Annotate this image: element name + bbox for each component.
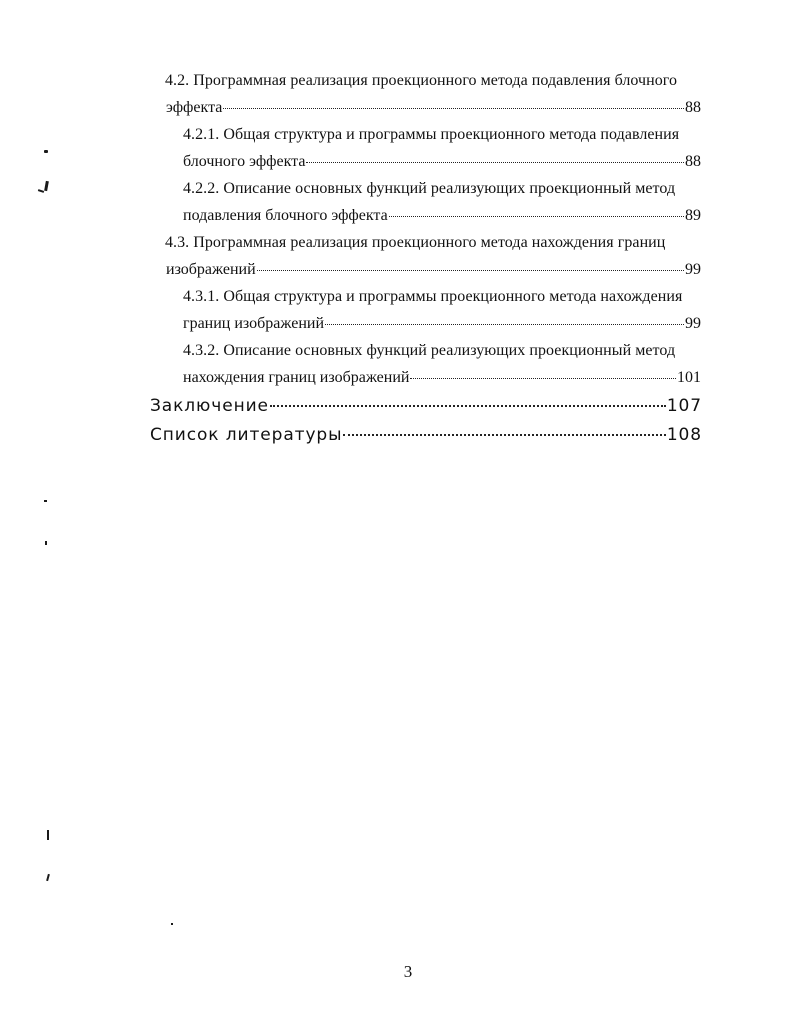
scan-artifact-mark (171, 923, 173, 925)
toc-entry-bibliography-page: 108 (666, 426, 702, 445)
page-number: 3 (403, 962, 413, 981)
toc-entry-4-2-1-page: 88 (685, 153, 701, 170)
scan-artifact-mark (45, 541, 47, 545)
toc-entry-4-2-1-continuation: блочного эффекта (183, 153, 306, 170)
toc-entry-4-2-2-continuation: подавления блочного эффекта (183, 207, 388, 224)
toc-entry-4-3-1-continuation: границ изображений (183, 315, 325, 332)
toc-entry-4-2-2 (183, 207, 701, 225)
dot-leader (257, 270, 684, 271)
toc-entry-4-3-1-page: 99 (685, 315, 701, 332)
toc-entry-4-2-1 (183, 153, 701, 171)
toc-entry-4-3-2 (183, 369, 701, 387)
scan-artifact-mark (47, 830, 49, 840)
toc-entry-conclusion (150, 397, 702, 416)
toc-entry-4-3-continuation: изображений (166, 261, 256, 278)
toc-entry-conclusion-title: Заключение (150, 397, 269, 416)
dot-leader (306, 162, 684, 163)
toc-entry-4-3-page: 99 (685, 261, 701, 278)
toc-entry-bibliography (150, 426, 702, 445)
toc-entry-4-3-2-title: 4.3.2. Описание основных функций реализующих проекционный метод (183, 342, 676, 359)
toc-entry-4-2-2-title: 4.2.2. Описание основных функций реализующих проекционный метод (183, 180, 676, 197)
scan-artifact-mark (44, 150, 48, 153)
toc-entry-bibliography-title: Список литературы (150, 426, 343, 445)
dot-leader (343, 434, 665, 436)
toc-entry-4-2-1-title: 4.2.1. Общая структура и программы проекционного метода подавления (183, 126, 680, 143)
toc-entry-4-2-2-page: 89 (685, 207, 701, 224)
dot-leader (325, 324, 684, 325)
toc-entry-4-3-1 (183, 315, 701, 333)
toc-entry-4-3-1-title: 4.3.1. Общая структура и программы проекционного метода нахождения (183, 288, 683, 305)
toc-entry-4-2-title: 4.2. Программная реализация проекционного метода подавления блочного (165, 72, 678, 89)
toc-entry-4-2-continuation: эффекта (166, 99, 223, 116)
dot-leader (223, 108, 684, 109)
toc-entry-4-3-title: 4.3. Программная реализация проекционного метода нахождения границ (165, 234, 666, 251)
toc-entry-4-3-2-page: 101 (677, 369, 701, 386)
dot-leader (389, 216, 684, 217)
toc-entry-4-2 (166, 99, 701, 117)
toc-entry-4-2-page: 88 (685, 99, 701, 116)
dot-leader (270, 405, 666, 407)
toc-entry-4-3-2-continuation: нахождения границ изображений (183, 369, 410, 386)
toc-entry-4-3 (166, 261, 701, 279)
scan-artifact-mark (44, 500, 47, 502)
dot-leader (410, 378, 676, 379)
toc-entry-conclusion-page: 107 (666, 397, 702, 416)
